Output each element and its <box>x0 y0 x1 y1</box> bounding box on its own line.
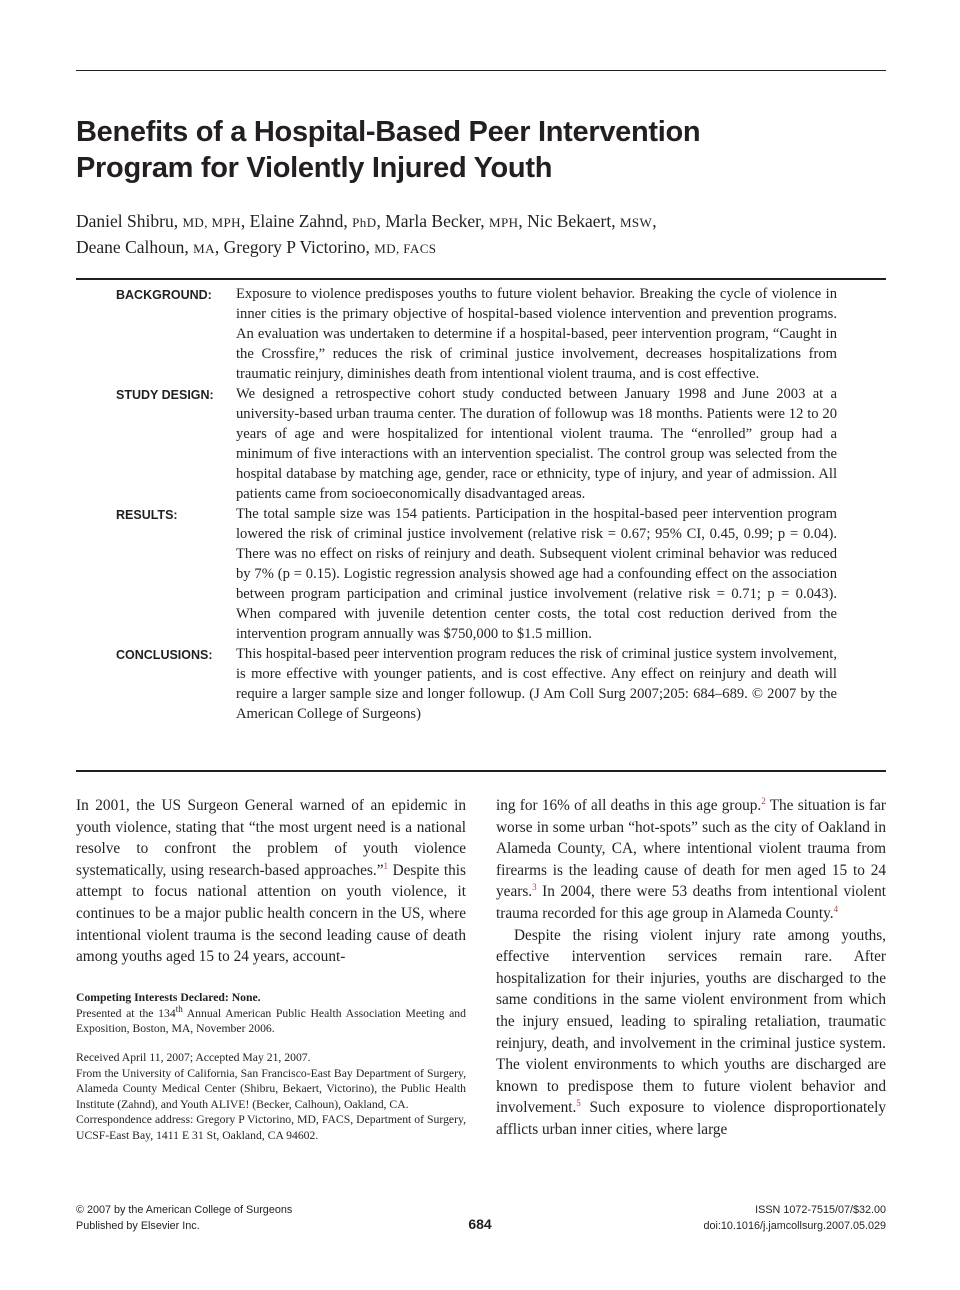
article-title <box>76 114 876 186</box>
study-design-text: We designed a retrospective cohort study conducted between January 1998 and June 2003 at a university-based urban trauma center. The duration of followup was 18 months. Patients were 12 to 20 years of age and were hospitalized for intentional violent trauma. The “enrolled” group had a minimum of five interactions with an intervention specialist. The control group was selected from the hospital database by matching age, gender, race or ethnicity, type of injury, and year of admission. All patients came from socioeconomically disadvantaged areas. <box>236 386 837 502</box>
reference-link[interactable]: 2 <box>761 795 766 806</box>
author-line-1: Daniel Shibru, MD, MPH, Elaine Zahnd, PhD, Marla Becker, MPH, Nic Bekaert, MSW, <box>76 211 657 231</box>
author-credentials: MPH <box>489 215 519 230</box>
background-text: Exposure to violence predisposes youths to future violent behavior. Breaking the cycle of violence in inner cities is the primary objective of hospital-based violence intervention and prevention programs. An evaluation was undertaken to determine if a hospital-based, peer intervention program, “Caught in the Crossfire,” reduces the risk of criminal justice involvement, decreases hospitalizations from traumatic reinjury, diminishes death from intentional violent trauma, and is cost effective. <box>236 286 837 382</box>
author-credentials: PhD <box>352 215 377 230</box>
abstract <box>76 284 886 724</box>
author-name: Nic Bekaert <box>527 211 612 231</box>
body-text: Such exposure to violence disproportionately afflicts urban inner cities, where large <box>496 1099 886 1138</box>
body-paragraph <box>496 795 886 925</box>
author-credentials: MD, FACS <box>374 241 437 256</box>
footnotes-affiliations <box>76 1050 466 1143</box>
body-column-left <box>76 795 466 968</box>
body-text: The situation is far worse in some urban “hot-spots” such as the city of Oakland in Alameda County, CA, where intentional violent trauma from firearms is the leading cause of death for men aged 15 to 24 years. <box>496 797 886 901</box>
body-text: Despite this attempt to focus national attention on youth violence, it continues to be a major public health concern in the US, where intentional violent trauma is the second leading cause of death among youths aged 15 to 24 years, account- <box>76 861 466 966</box>
author-credentials: MD, MPH <box>182 215 241 230</box>
author-list <box>76 209 886 261</box>
author-name: Daniel Shibru <box>76 211 174 231</box>
author-credentials: MSW <box>619 215 653 230</box>
abstract-top-rule <box>76 278 886 280</box>
body-paragraph <box>496 925 886 1141</box>
abstract-study-design <box>76 384 886 504</box>
body-paragraph <box>76 795 466 968</box>
top-rule <box>76 70 886 71</box>
reference-link[interactable]: 1 <box>383 860 389 871</box>
ordinal-suffix: th <box>175 1003 183 1014</box>
body-text: In 2001, the US Surgeon General warned of an epidemic in youth violence, stating that “the most urgent need is a national resolve to confront the problem of youth violence systematically, using research-based approaches.” <box>76 797 466 879</box>
author-name: Elaine Zahnd <box>249 211 344 231</box>
abstract-background <box>76 284 886 384</box>
correspondence-address: Correspondence address: Gregory P Victorino, MD, FACS, Department of Surgery, UCSF-East Bay, 1411 E 31 St, Oakland, CA 94602. <box>76 1113 466 1142</box>
received-dates: Received April 11, 2007; Accepted May 21, 2007. <box>76 1051 311 1064</box>
issn: ISSN 1072-7515/07/$32.00 <box>755 1204 886 1216</box>
presented-note <box>76 1003 466 1037</box>
publisher: Published by Elsevier Inc. <box>76 1219 200 1232</box>
author-name: Deane Calhoun <box>76 237 185 257</box>
abstract-results <box>76 504 886 644</box>
body-text: ing for 16% of all deaths in this age group. <box>496 797 762 814</box>
doi[interactable]: doi:10.1016/j.jamcollsurg.2007.05.029 <box>703 1219 886 1232</box>
reference-link[interactable]: 3 <box>532 882 537 893</box>
copyright: © 2007 by the American College of Surgeons <box>76 1204 293 1216</box>
reference-link[interactable]: 5 <box>576 1098 581 1109</box>
abstract-bottom-rule <box>76 770 886 772</box>
competing-interests: Competing Interests Declared: None. <box>76 991 261 1004</box>
body-text: In 2004, there were 53 deaths from intentional violent trauma recorded for this age group in Alameda County. <box>496 883 886 922</box>
title-line-1: Benefits of a Hospital-Based Peer Intervention <box>76 116 701 148</box>
body-column-right <box>496 795 886 1141</box>
study-design-label: STUDY DESIGN: <box>116 388 214 402</box>
author-credentials: MA <box>193 241 215 256</box>
results-text: The total sample size was 154 patients. Participation in the hospital-based peer intervention program lowered the risk of criminal justice involvement (relative risk = 0.67; 95% CI, 0.45, 0.99; p = 0.04). There was no effect on risks of reinjury and death. Subsequent violent criminal behavior was reduced by 7% (p = 0.15). Logistic regression analysis showed age had a confounding effect on the association between program participation and criminal justice involvement (relative risk = 0.71; p = 0.043). When compared with juvenile detention center costs, the total cost reduction derived from the intervention program annually was $750,000 to $1.5 million. <box>236 506 837 642</box>
abstract-conclusions <box>76 644 886 724</box>
background-label: BACKGROUND: <box>116 288 212 302</box>
note-text: Presented at the 134 <box>76 1006 176 1020</box>
footer-right <box>704 1203 886 1234</box>
page-number: 684 <box>468 1216 492 1232</box>
reference-link[interactable]: 4 <box>833 903 839 914</box>
author-name: Gregory P Victorino <box>223 237 366 257</box>
affiliations: From the University of California, San Francisco-East Bay Department of Surgery, Alameda County Medical Center (Shibru, Bekaert, Victorino), the Public Health Institute (Zahnd), and Youth ALIVE! (Becker, Calhoun), Oakland, CA. <box>76 1066 466 1111</box>
results-label: RESULTS: <box>116 508 178 522</box>
note-text: Annual American Public Health Association Meeting and Exposition, Boston, MA, November 2006. <box>76 1006 466 1035</box>
author-name: Marla Becker <box>385 211 481 231</box>
body-text: Despite the rising violent injury rate among youths, effective intervention services remain rare. After hospitalization for their injuries, youths are discharged to the same conditions in the same violent environment from which the injury ensued, leading to spiraling retaliation, traumatic reinjury, death, and involvement in the criminal justice system. The violent environments to which youths are discharged are known to predispose them to future violent behavior and involvement. <box>496 926 886 1117</box>
title-line-2: Program for Violently Injured Youth <box>76 152 553 184</box>
conclusions-text: This hospital-based peer intervention program reduces the risk of criminal justice system involvement, is more effective with younger patients, and is cost effective. Any effect on reinjury and death will require a larger sample size and longer followup. (J Am Coll Surg 2007;205: 684–689. © 2007 by the American College of Surgeons) <box>236 646 837 722</box>
conclusions-label: CONCLUSIONS: <box>116 648 213 662</box>
footnotes-declarations <box>76 990 466 1037</box>
author-line-2: Deane Calhoun, MA, Gregory P Victorino, MD, FACS <box>76 237 437 257</box>
footer-left <box>76 1203 292 1234</box>
